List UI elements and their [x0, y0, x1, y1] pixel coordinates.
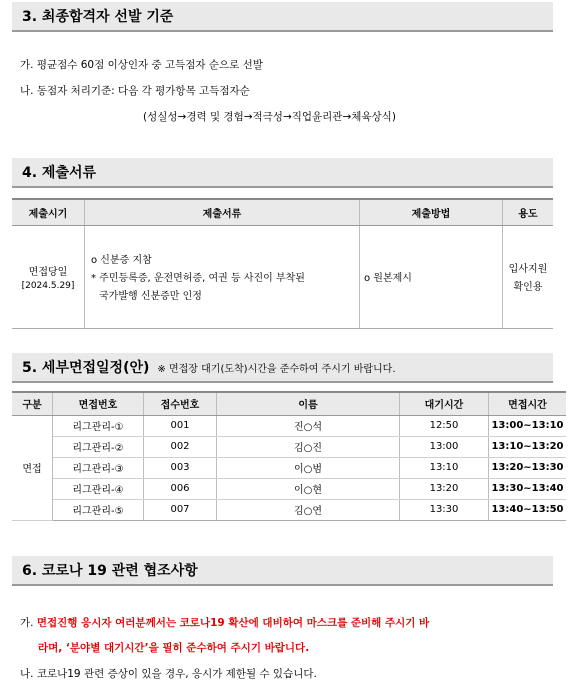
cell-interview-no: 리그관리-⑤: [53, 499, 144, 520]
cell-interview-no: 리그관리-④: [53, 478, 144, 499]
cell-receipt-no: 006: [144, 478, 217, 499]
cell-interview-time: 13:30~13:40: [489, 478, 567, 499]
col-header-when: 제출시기: [12, 199, 85, 225]
cell-receipt-no: 003: [144, 457, 217, 478]
doc-line-2: * 주민등록증, 운전면허증, 여권 등 사진이 부착된: [91, 273, 305, 284]
cell-use: [503, 225, 554, 328]
cell-wait: 13:00: [400, 436, 489, 457]
cell-wait: 13:20: [400, 478, 489, 499]
criteria-line-1: 가. 평균점수 60점 이상인자 중 고득점자 순으로 선발: [20, 59, 263, 71]
section-4-title: 4. 제출서류: [22, 165, 97, 181]
covid-item-ga-prefix: 가.: [20, 617, 34, 629]
cell-wait: 13:30: [400, 499, 489, 520]
covid-item-na: 나. 코로나19 관련 증상이 있을 경우, 응시가 제한될 수 있습니다.: [20, 668, 317, 680]
use-line-2: 확인용: [513, 282, 543, 293]
table-row: [12, 478, 566, 499]
col-header-name: 이름: [217, 392, 400, 415]
use-line-1: 입사지원: [508, 264, 548, 275]
cell-receipt-no: 007: [144, 499, 217, 520]
cell-name: 김○연: [217, 499, 400, 520]
section-3-header: [12, 2, 553, 32]
col-header-receipt-no: 접수번호: [144, 392, 217, 415]
col-header-use: 용도: [503, 199, 554, 225]
cell-interview-time: 13:10~13:20: [489, 436, 567, 457]
cell-interview-no: 리그관리-①: [53, 415, 144, 436]
table-row: [12, 415, 566, 436]
when-label: 면접당일: [28, 266, 68, 278]
cell-interview-time: 13:20~13:30: [489, 457, 567, 478]
cell-receipt-no: 002: [144, 436, 217, 457]
cell-interview-no: 리그관리-②: [53, 436, 144, 457]
col-header-method: 제출방법: [360, 199, 503, 225]
cell-docs: [85, 225, 360, 328]
cell-interview-no: 리그관리-③: [53, 457, 144, 478]
section-6-title: 6. 코로나 19 관련 협조사항: [22, 563, 198, 579]
cell-receipt-no: 001: [144, 415, 217, 436]
cell-name: 이○현: [217, 478, 400, 499]
cell-name: 진○석: [217, 415, 400, 436]
criteria-line-2: 나. 동점자 처리기준: 다음 각 평가항목 고득점자순: [20, 85, 250, 97]
schedule-table: [12, 391, 566, 521]
criteria-line-3: (성실성→경력 및 경험→적극성→직업윤리관→체육상식): [143, 111, 396, 123]
table-row: [12, 457, 566, 478]
doc-line-1: o 신분증 지참: [91, 255, 152, 266]
cell-interview-time: 13:40~13:50: [489, 499, 567, 520]
cell-name: 이○범: [217, 457, 400, 478]
covid-item-ga: [20, 615, 429, 630]
section-5-title: 5. 세부면접일정(안): [22, 360, 150, 376]
doc-line-3: 국가발행 신분증만 인정: [99, 291, 202, 302]
cell-wait: 13:10: [400, 457, 489, 478]
section-5-note: ※ 면접장 대기(도착)시간을 준수하여 주시기 바랍니다.: [157, 364, 396, 375]
section-4-header: [12, 158, 553, 188]
when-date: [2024.5.29]: [21, 280, 75, 291]
cell-when: [12, 225, 85, 328]
section-6-header: [12, 556, 553, 586]
col-header-wait: 대기시간: [400, 392, 489, 415]
documents-table: [12, 198, 553, 329]
col-header-docs: 제출서류: [85, 199, 360, 225]
covid-item-ga-line-1: 면접진행 응시자 여러분께서는 코로나19 확산에 대비하여 마스크를 준비해 주시기 바: [36, 617, 430, 629]
cell-wait: 12:50: [400, 415, 489, 436]
col-header-group: 구분: [12, 392, 53, 415]
section-3-title: 3. 최종합격자 선발 기준: [22, 9, 174, 25]
cell-name: 김○진: [217, 436, 400, 457]
cell-group: 면접: [12, 415, 53, 520]
cell-interview-time: 13:00~13:10: [489, 415, 567, 436]
covid-item-ga-line-2: 라며, ‘분야별 대기시간’을 필히 준수하여 주시기 바랍니다.: [38, 642, 310, 654]
col-header-interview-no: 면접번호: [53, 392, 144, 415]
table-row: [12, 436, 566, 457]
cell-method: o 원본제시: [360, 225, 503, 328]
section-5-header: [12, 353, 553, 383]
col-header-interview-time: 면접시간: [489, 392, 567, 415]
table-row: [12, 499, 566, 520]
